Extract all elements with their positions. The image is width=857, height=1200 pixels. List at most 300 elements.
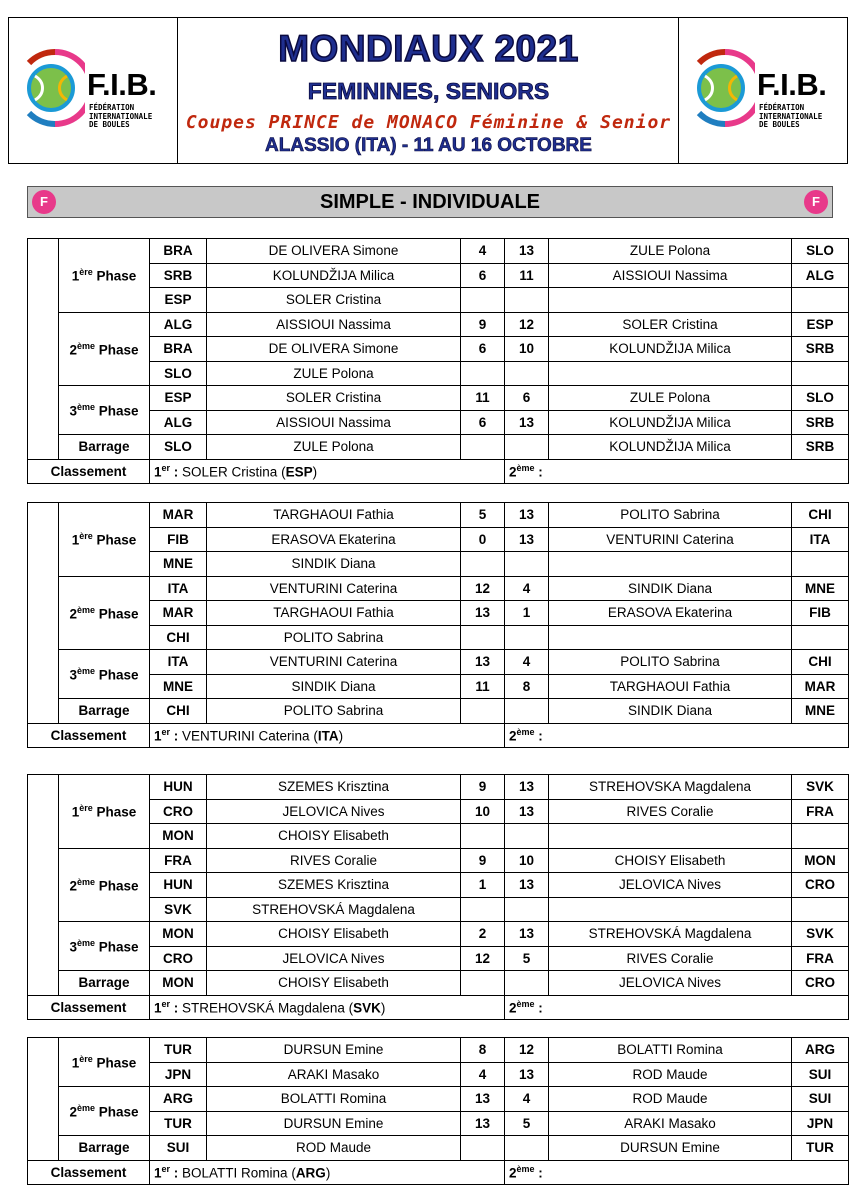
country-code: CRO xyxy=(150,799,207,824)
match-row xyxy=(28,1111,849,1136)
player-name: ARAKI Masako xyxy=(549,1111,792,1136)
score: 11 xyxy=(505,263,549,288)
match-row xyxy=(28,337,849,362)
score: 13 xyxy=(461,1111,505,1136)
score xyxy=(505,288,549,313)
phase-ordinal: ème xyxy=(76,604,95,615)
fib-logo-letters: F.I.B. xyxy=(87,67,157,102)
score xyxy=(505,361,549,386)
player-name: SOLER Cristina xyxy=(207,288,461,313)
match-row xyxy=(28,799,849,824)
match-row xyxy=(28,625,849,650)
player-name: AISSIOUI Nassima xyxy=(207,312,461,337)
player-name: ZULE Polona xyxy=(207,361,461,386)
player-name: ROD Maude xyxy=(207,1136,461,1161)
phase-number: 3 xyxy=(69,667,77,683)
country-code: TUR xyxy=(150,1038,207,1063)
player-name: DURSUN Emine xyxy=(549,1136,792,1161)
player-name: SINDIK Diana xyxy=(549,699,792,724)
player-name: STREHOVSKA Magdalena xyxy=(549,775,792,800)
winner-country: ARG xyxy=(295,1165,326,1181)
classement-first: 1er : STREHOVSKÁ Magdalena (SVK) xyxy=(150,995,505,1020)
country-code xyxy=(792,625,849,650)
phase-word: Phase xyxy=(92,532,137,548)
match-row xyxy=(28,361,849,386)
score: 10 xyxy=(461,799,505,824)
country-code: ARG xyxy=(150,1087,207,1112)
player-name: RIVES Coralie xyxy=(549,799,792,824)
phase-word: Phase xyxy=(92,268,137,284)
phase-number: 2 xyxy=(69,342,77,357)
country-code: FRA xyxy=(792,799,849,824)
score xyxy=(461,435,505,460)
match-row xyxy=(28,674,849,699)
classement-row xyxy=(28,723,849,748)
player-name: RIVES Coralie xyxy=(207,848,461,873)
match-row xyxy=(28,552,849,577)
country-code: SRB xyxy=(792,435,849,460)
country-code: CRO xyxy=(792,873,849,898)
country-code: SLO xyxy=(792,386,849,411)
player-name: DURSUN Emine xyxy=(207,1038,461,1063)
score xyxy=(461,699,505,724)
player-name: SOLER Cristina xyxy=(549,312,792,337)
score: 13 xyxy=(461,1087,505,1112)
score xyxy=(505,552,549,577)
score: 13 xyxy=(505,775,549,800)
score: 5 xyxy=(461,503,505,528)
phase-label xyxy=(59,503,150,577)
phase-number: 2 xyxy=(69,878,77,893)
winner-country: SVK xyxy=(353,1000,381,1016)
score: 1 xyxy=(461,873,505,898)
country-code: HUN xyxy=(150,873,207,898)
country-code xyxy=(792,897,849,922)
score: 13 xyxy=(505,873,549,898)
match-row xyxy=(28,922,849,947)
match-row xyxy=(28,848,849,873)
phase-word: Phase xyxy=(92,804,137,820)
poule-label xyxy=(28,775,59,996)
phase-number: 1 xyxy=(71,268,80,284)
country-code: HUN xyxy=(150,775,207,800)
winner-name: STREHOVSKÁ Magdalena xyxy=(182,1000,345,1016)
phase-label xyxy=(59,312,150,386)
score: 13 xyxy=(461,650,505,675)
phase-ordinal: ème xyxy=(76,665,95,676)
country-code: MAR xyxy=(150,601,207,626)
match-row xyxy=(28,263,849,288)
phase-ordinal: ère xyxy=(79,1053,93,1064)
score xyxy=(461,824,505,849)
ordinal: ème xyxy=(516,727,535,737)
phase-word: Phase xyxy=(95,667,139,683)
colon: : xyxy=(534,1165,543,1181)
poule-table xyxy=(27,502,834,748)
ordinal: ème xyxy=(516,1164,535,1174)
phase-ordinal: ème xyxy=(76,401,95,412)
score xyxy=(461,1136,505,1161)
phase-word: Phase xyxy=(95,403,139,419)
phase-ordinal: ème xyxy=(76,937,95,948)
female-badge-icon: F xyxy=(32,190,56,214)
score: 12 xyxy=(505,312,549,337)
fib-emblem-icon xyxy=(685,48,755,128)
phase-label xyxy=(59,650,150,699)
player-name: VENTURINI Caterina xyxy=(207,650,461,675)
classement-first: 1er : BOLATTI Romina (ARG) xyxy=(150,1160,505,1185)
score: 13 xyxy=(505,799,549,824)
player-name: CHOISY Elisabeth xyxy=(207,971,461,996)
match-row xyxy=(28,239,849,264)
country-code: MON xyxy=(150,824,207,849)
score: 4 xyxy=(461,1062,505,1087)
ordinal: er xyxy=(161,463,171,473)
phase-label xyxy=(59,576,150,650)
player-name xyxy=(549,824,792,849)
match-row xyxy=(28,650,849,675)
match-row xyxy=(28,897,849,922)
country-code: MAR xyxy=(150,503,207,528)
phase-label xyxy=(59,922,150,971)
score: 4 xyxy=(505,576,549,601)
score: 9 xyxy=(461,775,505,800)
barrage-label: Barrage xyxy=(59,971,150,996)
phase-ordinal: ère xyxy=(79,267,93,277)
player-name: ZULE Polona xyxy=(549,386,792,411)
country-code xyxy=(792,824,849,849)
ordinal: er xyxy=(161,727,171,737)
phase-word: Phase xyxy=(95,1104,139,1120)
fib-logo-subtitle: FÉDÉRATION INTERNATIONALE DE BOULES xyxy=(759,103,823,129)
country-code: ARG xyxy=(792,1038,849,1063)
match-row xyxy=(28,1062,849,1087)
country-code: SVK xyxy=(792,775,849,800)
classement-second xyxy=(505,1160,849,1185)
barrage-row xyxy=(28,971,849,996)
player-name: SINDIK Diana xyxy=(207,674,461,699)
country-code: ESP xyxy=(150,288,207,313)
score: 2 xyxy=(461,922,505,947)
classement-second xyxy=(505,723,849,748)
player-name: ERASOVA Ekaterina xyxy=(207,527,461,552)
classement-row xyxy=(28,995,849,1020)
score xyxy=(461,625,505,650)
fib-logo-subtitle: FÉDÉRATION INTERNATIONALE DE BOULES xyxy=(89,103,153,129)
phase-word: Phase xyxy=(95,342,139,357)
player-name: STREHOVSKÁ Magdalena xyxy=(549,922,792,947)
player-name: JELOVICA Nives xyxy=(207,946,461,971)
score: 4 xyxy=(505,650,549,675)
barrage-label: Barrage xyxy=(59,1136,150,1161)
player-name: SZEMES Krisztina xyxy=(207,873,461,898)
classement-row xyxy=(28,1160,849,1185)
country-code: MNE xyxy=(150,674,207,699)
match-row xyxy=(28,576,849,601)
score: 10 xyxy=(505,848,549,873)
match-row xyxy=(28,386,849,411)
player-name: CHOISY Elisabeth xyxy=(207,922,461,947)
score xyxy=(505,824,549,849)
score: 13 xyxy=(505,410,549,435)
player-name: ROD Maude xyxy=(549,1087,792,1112)
classement-first: 1er : VENTURINI Caterina (ITA) xyxy=(150,723,505,748)
score: 6 xyxy=(461,337,505,362)
score: 13 xyxy=(461,601,505,626)
ordinal-number: 2 xyxy=(509,728,517,744)
score: 12 xyxy=(505,1038,549,1063)
country-code: BRA xyxy=(150,239,207,264)
country-code: ALG xyxy=(792,263,849,288)
player-name: RIVES Coralie xyxy=(549,946,792,971)
phase-number: 1 xyxy=(71,804,80,820)
country-code: ITA xyxy=(792,527,849,552)
match-row xyxy=(28,1087,849,1112)
fib-emblem-icon xyxy=(15,48,85,128)
barrage-label: Barrage xyxy=(59,699,150,724)
score: 13 xyxy=(505,1062,549,1087)
player-name: JELOVICA Nives xyxy=(207,799,461,824)
match-row xyxy=(28,946,849,971)
ordinal: er xyxy=(161,1164,171,1174)
score: 13 xyxy=(505,239,549,264)
player-name xyxy=(549,361,792,386)
country-code: SVK xyxy=(150,897,207,922)
phase-ordinal: ème xyxy=(76,1102,95,1113)
phase-number: 2 xyxy=(69,1104,77,1120)
ordinal: ème xyxy=(516,999,535,1009)
country-code: MNE xyxy=(792,576,849,601)
barrage-row xyxy=(28,699,849,724)
player-name: ZULE Polona xyxy=(549,239,792,264)
country-code: SRB xyxy=(792,410,849,435)
country-code: CHI xyxy=(150,625,207,650)
fib-logo-left xyxy=(9,18,178,163)
player-name xyxy=(549,288,792,313)
page-title: MONDIAUX 2021 xyxy=(278,28,579,69)
phase-label xyxy=(59,239,150,313)
score: 8 xyxy=(505,674,549,699)
player-name: CHOISY Elisabeth xyxy=(549,848,792,873)
score: 9 xyxy=(461,848,505,873)
classement-label: Classement xyxy=(28,459,150,484)
score: 10 xyxy=(505,337,549,362)
classement-label: Classement xyxy=(28,995,150,1020)
player-name: SINDIK Diana xyxy=(549,576,792,601)
score: 8 xyxy=(461,1038,505,1063)
country-code: ITA xyxy=(150,650,207,675)
country-code: MON xyxy=(150,922,207,947)
phase-ordinal: ème xyxy=(76,340,95,351)
winner-name: VENTURINI Caterina xyxy=(182,728,310,744)
country-code: SRB xyxy=(792,337,849,362)
match-row xyxy=(28,503,849,528)
phase-ordinal: ère xyxy=(79,531,93,541)
country-code: ALG xyxy=(150,410,207,435)
score: 11 xyxy=(461,674,505,699)
score: 6 xyxy=(461,410,505,435)
country-code: SLO xyxy=(150,361,207,386)
document-header xyxy=(8,17,848,164)
cup-title: Coupes PRINCE de MONACO Féminine & Senior xyxy=(185,112,672,133)
colon: : xyxy=(534,1000,543,1016)
phase-label xyxy=(59,775,150,849)
country-code: CRO xyxy=(792,971,849,996)
score xyxy=(461,288,505,313)
country-code: SUI xyxy=(792,1062,849,1087)
country-code: ALG xyxy=(150,312,207,337)
score xyxy=(505,897,549,922)
country-code: SVK xyxy=(792,922,849,947)
country-code: FIB xyxy=(792,601,849,626)
player-name: CHOISY Elisabeth xyxy=(207,824,461,849)
ordinal-number: 2 xyxy=(509,464,517,480)
country-code: TUR xyxy=(792,1136,849,1161)
fib-logo-right xyxy=(678,18,847,163)
match-row xyxy=(28,312,849,337)
winner-country: ITA xyxy=(317,728,339,744)
player-name: DE OLIVERA Simone xyxy=(207,239,461,264)
player-name: VENTURINI Caterina xyxy=(549,527,792,552)
country-code: FIB xyxy=(150,527,207,552)
fib-logo-letters: F.I.B. xyxy=(757,67,827,102)
player-name xyxy=(549,552,792,577)
phase-label xyxy=(59,848,150,922)
player-name: ARAKI Masako xyxy=(207,1062,461,1087)
score: 6 xyxy=(505,386,549,411)
poule-name: POULE xyxy=(55,322,59,387)
player-name: POLITO Sabrina xyxy=(549,650,792,675)
match-row xyxy=(28,873,849,898)
player-name: DE OLIVERA Simone xyxy=(207,337,461,362)
ordinal-number: 2 xyxy=(509,1000,517,1016)
ordinal: ème xyxy=(516,463,535,473)
section-title: SIMPLE - INDIVIDUALE xyxy=(319,191,540,213)
phase-word: Phase xyxy=(95,606,139,621)
score: 13 xyxy=(505,503,549,528)
player-name: ROD Maude xyxy=(549,1062,792,1087)
score xyxy=(505,435,549,460)
player-name: DURSUN Emine xyxy=(207,1111,461,1136)
score xyxy=(505,971,549,996)
country-code: MON xyxy=(792,848,849,873)
colon: : xyxy=(534,728,543,744)
barrage-row xyxy=(28,1136,849,1161)
player-name: POLITO Sabrina xyxy=(549,503,792,528)
classement-second xyxy=(505,459,849,484)
score: 5 xyxy=(505,946,549,971)
player-name: JELOVICA Nives xyxy=(549,971,792,996)
colon: : xyxy=(534,464,543,480)
score: 6 xyxy=(461,263,505,288)
player-name: TARGHAOUI Fathia xyxy=(207,503,461,528)
phase-number: 3 xyxy=(69,403,77,419)
classement-second xyxy=(505,995,849,1020)
winner-name: SOLER Cristina xyxy=(182,464,278,480)
player-name: POLITO Sabrina xyxy=(207,625,461,650)
phase-ordinal: ème xyxy=(76,876,95,887)
country-code: SRB xyxy=(150,263,207,288)
country-code: MON xyxy=(150,971,207,996)
match-row xyxy=(28,288,849,313)
winner-name: BOLATTI Romina xyxy=(182,1165,288,1181)
player-name: BOLATTI Romina xyxy=(549,1038,792,1063)
score: 1 xyxy=(505,601,549,626)
score xyxy=(505,699,549,724)
score: 12 xyxy=(461,946,505,971)
country-code: FRA xyxy=(150,848,207,873)
score: 4 xyxy=(461,239,505,264)
score: 11 xyxy=(461,386,505,411)
phase-number: 2 xyxy=(69,606,77,621)
country-code xyxy=(792,288,849,313)
country-code: FRA xyxy=(792,946,849,971)
phase-word: Phase xyxy=(92,1055,137,1071)
country-code: ESP xyxy=(150,386,207,411)
country-code: CHI xyxy=(792,650,849,675)
player-name: VENTURINI Caterina xyxy=(207,576,461,601)
country-code: ITA xyxy=(150,576,207,601)
classement-label: Classement xyxy=(28,1160,150,1185)
match-row xyxy=(28,824,849,849)
country-code: MNE xyxy=(792,699,849,724)
player-name: ZULE Polona xyxy=(207,435,461,460)
player-name: KOLUNDŽIJA Milica xyxy=(207,263,461,288)
player-name: AISSIOUI Nassima xyxy=(549,263,792,288)
poule-label xyxy=(28,503,59,724)
player-name: STREHOVSKÁ Magdalena xyxy=(207,897,461,922)
player-name: KOLUNDŽIJA Milica xyxy=(549,435,792,460)
player-name: SZEMES Krisztina xyxy=(207,775,461,800)
country-code: SLO xyxy=(150,435,207,460)
score xyxy=(461,552,505,577)
score xyxy=(505,625,549,650)
poule-label xyxy=(28,1038,59,1161)
score: 12 xyxy=(461,576,505,601)
player-name: JELOVICA Nives xyxy=(549,873,792,898)
section-banner xyxy=(27,186,833,218)
match-row xyxy=(28,601,849,626)
phase-ordinal: ère xyxy=(79,803,93,813)
ordinal-number: 2 xyxy=(509,1165,517,1181)
player-name: ERASOVA Ekaterina xyxy=(549,601,792,626)
barrage-row xyxy=(28,435,849,460)
country-code: JPN xyxy=(150,1062,207,1087)
match-row xyxy=(28,1038,849,1063)
player-name: BOLATTI Romina xyxy=(207,1087,461,1112)
score xyxy=(461,361,505,386)
player-name: TARGHAOUI Fathia xyxy=(207,601,461,626)
phase-label xyxy=(59,1038,150,1087)
classement-first: 1er : SOLER Cristina (ESP) xyxy=(150,459,505,484)
score: 9 xyxy=(461,312,505,337)
page-subtitle: FEMININES, SENIORS xyxy=(307,78,550,104)
barrage-label: Barrage xyxy=(59,435,150,460)
country-code: JPN xyxy=(792,1111,849,1136)
country-code: TUR xyxy=(150,1111,207,1136)
country-code: SUI xyxy=(792,1087,849,1112)
score: 13 xyxy=(505,527,549,552)
phase-word: Phase xyxy=(95,939,139,955)
country-code: SLO xyxy=(792,239,849,264)
player-name: AISSIOUI Nassima xyxy=(207,410,461,435)
country-code: CHI xyxy=(792,503,849,528)
player-name: SINDIK Diana xyxy=(207,552,461,577)
poule-table xyxy=(27,238,834,484)
score xyxy=(461,971,505,996)
phase-number: 1 xyxy=(71,1055,80,1071)
player-name xyxy=(549,625,792,650)
